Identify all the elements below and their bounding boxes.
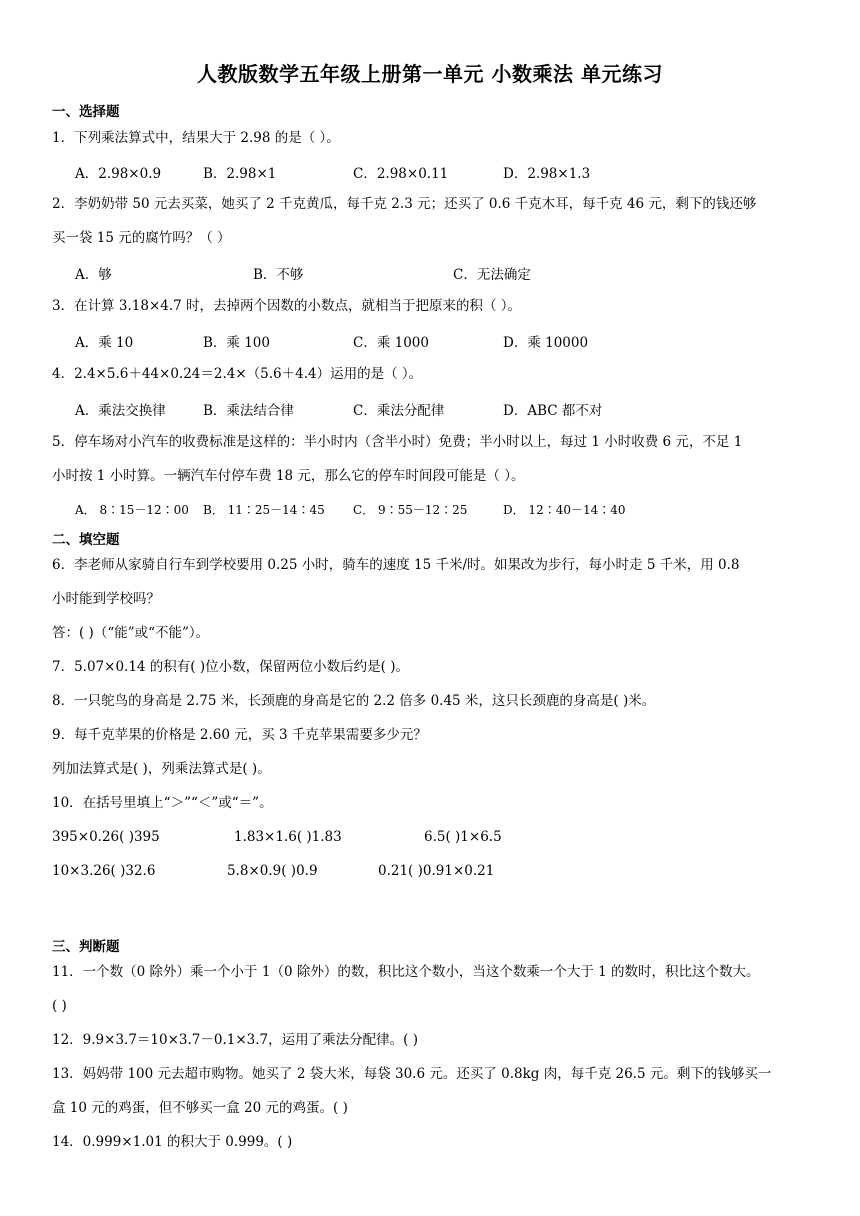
option-b: B．乘 100 (203, 335, 270, 351)
question-9-answer-blank: 列加法算式是( )，列乘法算式是( )。 (52, 761, 271, 777)
comparison-item: 6.5( )1×6.5 (424, 829, 502, 845)
question-10-row-1 (0, 828, 860, 846)
option-a: A． 8∶15－12∶00 (75, 503, 189, 517)
section-heading-fill: 二、填空题 (52, 532, 120, 548)
question-5-options (75, 500, 835, 518)
question-8: 8．一只鸵鸟的身高是 2.75 米，长颈鹿的身高是它的 2.2 倍多 0.45 米，这只长颈鹿的身高是( )米。 (52, 693, 656, 709)
question-2-stem-line1: 2．李奶奶带 50 元去买菜，她买了 2 千克黄瓜，每千克 2.3 元；还买了 0.6 千克木耳，每千克 46 元，剩下的钱还够 (52, 196, 757, 212)
question-2-options (75, 263, 835, 281)
question-13-stem-line2: 盒 10 元的鸡蛋，但不够买一盒 20 元的鸡蛋。( ) (52, 1100, 348, 1116)
option-c: C．乘 1000 (353, 335, 429, 351)
question-3-options (75, 331, 835, 349)
section-heading-choice: 一、选择题 (52, 104, 120, 120)
question-6-stem-line1: 6．李老师从家骑自行车到学校要用 0.25 小时，骑车的速度 15 千米/时。如果改为步行，每小时走 5 千米，用 0.8 (52, 557, 740, 573)
question-11-stem: 11．一个数（0 除外）乘一个小于 1（0 除外）的数，积比这个数小，当这个数乘一个大于 1 的数时，积比这个数大。 (52, 964, 760, 980)
question-9-stem: 9．每千克苹果的价格是 2.60 元，买 3 千克苹果需要多少元？ (52, 727, 427, 743)
question-12: 12．9.9×3.7＝10×3.7－0.1×3.7，运用了乘法分配律。( ) (52, 1032, 418, 1048)
option-b: B．不够 (253, 267, 304, 283)
option-c: C．无法确定 (453, 267, 531, 283)
question-13-stem-line1: 13．妈妈带 100 元去超市购物。她买了 2 袋大米，每袋 30.6 元。还买了 0.8kg 肉，每千克 26.5 元。剩下的钱够买一 (52, 1066, 772, 1082)
question-4-options (75, 399, 835, 417)
option-a: A．够 (75, 267, 112, 283)
question-10-stem: 10．在括号里填上“＞”“＜”或“＝”。 (52, 795, 273, 811)
option-c: C．乘法分配律 (353, 403, 445, 419)
question-7: 7．5.07×0.14 的积有( )位小数，保留两位小数后约是( )。 (52, 659, 409, 675)
section-heading-judge: 三、判断题 (52, 939, 120, 955)
comparison-item: 395×0.26( )395 (52, 829, 160, 845)
question-11-answer-blank: ( ) (52, 998, 67, 1014)
option-c: C． 9∶55－12∶25 (353, 503, 468, 517)
option-b: B． 11∶25－14∶45 (203, 503, 325, 517)
question-2-stem-line2: 买一袋 15 元的腐竹吗？（ ） (52, 230, 231, 246)
question-6-stem-line2: 小时能到学校吗？ (52, 591, 160, 607)
question-14: 14．0.999×1.01 的积大于 0.999。( ) (52, 1134, 293, 1150)
option-c: C．2.98×0.11 (353, 166, 449, 182)
option-d: D．乘 10000 (503, 335, 589, 351)
option-d: D． 12∶40－14∶40 (503, 503, 626, 517)
question-1-options (75, 162, 835, 180)
question-3-stem: 3．在计算 3.18×4.7 时，去掉两个因数的小数点，就相当于把原来的积（ ）。 (52, 298, 522, 314)
option-b: B．2.98×1 (203, 166, 277, 182)
question-5-stem-line2: 小时按 1 小时算。一辆汽车付停车费 18 元，那么它的停车时间段可能是（ ）。 (52, 468, 525, 484)
option-d: D．2.98×1.3 (503, 166, 591, 182)
option-a: A．乘 10 (75, 335, 134, 351)
comparison-item: 0.21( )0.91×0.21 (378, 863, 495, 879)
page-title: 人教版数学五年级上册第一单元 小数乘法 单元练习 (197, 62, 663, 86)
comparison-item: 1.83×1.6( )1.83 (234, 829, 342, 845)
question-4-stem: 4．2.4×5.6＋44×0.24＝2.4×（5.6＋4.4）运用的是（ ）。 (52, 366, 423, 382)
comparison-item: 10×3.26( )32.6 (52, 863, 156, 879)
comparison-item: 5.8×0.9( )0.9 (227, 863, 318, 879)
question-6-answer-blank: 答：( )（“能”或“不能”）。 (52, 625, 210, 641)
option-a: A．2.98×0.9 (75, 166, 162, 182)
question-5-stem-line1: 5．停车场对小汽车的收费标准是这样的：半小时内（含半小时）免费；半小时以上，每过 1 小时收费 6 元，不足 1 (52, 434, 743, 450)
option-b: B．乘法结合律 (203, 403, 294, 419)
question-1-stem: 1．下列乘法算式中，结果大于 2.98 的是（ ）。 (52, 130, 340, 146)
question-10-row-2 (0, 862, 860, 880)
option-d: D．ABC 都不对 (503, 403, 603, 419)
option-a: A．乘法交换律 (75, 403, 166, 419)
